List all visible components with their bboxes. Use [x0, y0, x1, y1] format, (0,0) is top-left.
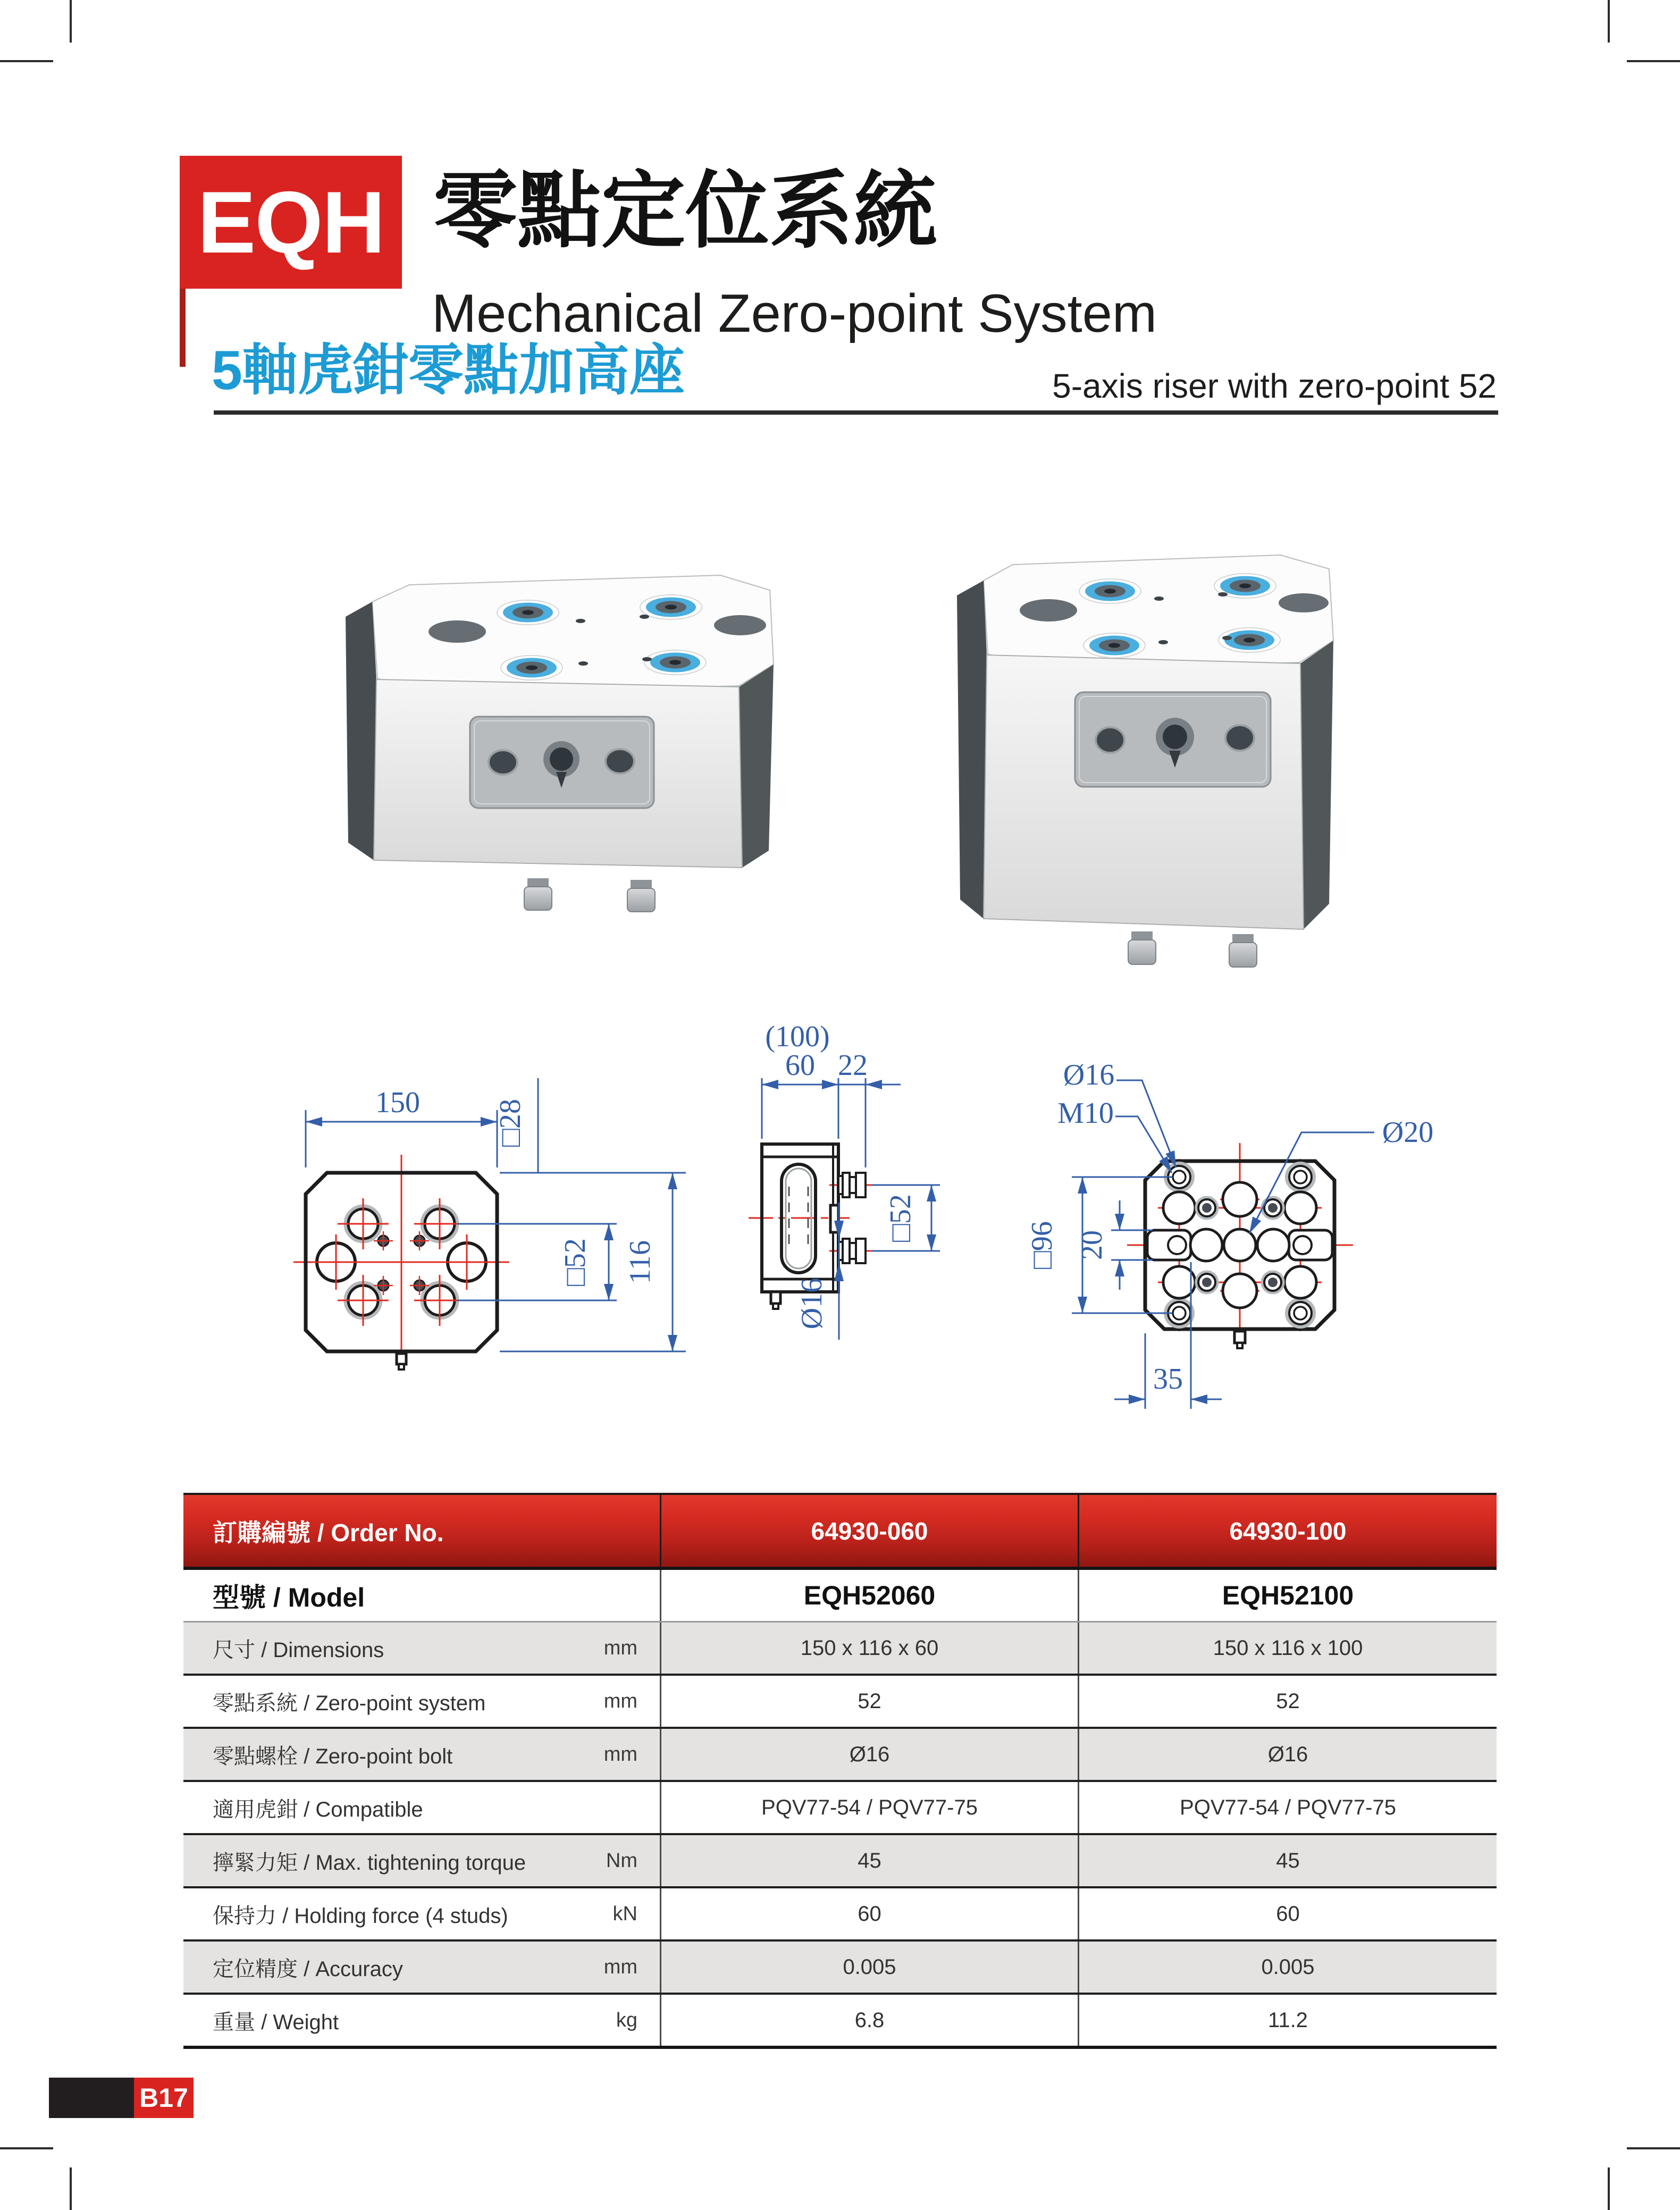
row-value-2: 150 x 116 x 100	[1078, 1623, 1497, 1674]
row-label: 重量 / Weight	[213, 2010, 339, 2034]
row-value-1: 45	[660, 1835, 1078, 1886]
row-unit: kg	[616, 2009, 637, 2031]
table-row-zero-point-system	[183, 1674, 1497, 1727]
table-row-model	[183, 1570, 1497, 1623]
pull-studs	[1128, 931, 1257, 967]
dim-stud-dia: Ø16	[795, 1278, 828, 1330]
pull-studs	[524, 878, 655, 912]
row-unit: mm	[603, 1955, 637, 1978]
series-label: EQH	[197, 173, 384, 271]
dim-chamfer: □28	[494, 1099, 527, 1147]
order-no-col1: 64930-060	[660, 1495, 1078, 1567]
table-row-holding-force	[183, 1886, 1497, 1939]
row-label: 零點螺栓 / Zero-point bolt	[213, 1744, 453, 1768]
front-clamp-plate	[1075, 692, 1271, 787]
row-label: 零點系統 / Zero-point system	[213, 1691, 486, 1715]
row-value-2: 11.2	[1078, 1995, 1497, 2046]
page-title-en: Mechanical Zero-point System	[432, 284, 1157, 343]
page-number-badge	[134, 2078, 194, 2118]
order-no-col2: 64930-100	[1078, 1495, 1497, 1567]
row-unit: Nm	[606, 1849, 637, 1872]
row-unit: mm	[603, 1636, 637, 1659]
dim-pitch: □96	[1026, 1221, 1059, 1269]
dim-offset: 35	[1153, 1363, 1183, 1396]
product-subtitle-en: 5-axis riser with zero-point 52	[1052, 367, 1497, 405]
table-row-accuracy	[183, 1939, 1497, 1993]
dim-body: 60	[785, 1049, 815, 1082]
drawing-bottom-view	[1026, 1058, 1433, 1409]
table-row-zero-point-bolt	[183, 1727, 1497, 1780]
dim-bolt-dia: Ø16	[1063, 1058, 1115, 1091]
row-value-2: PQV77-54 / PQV77-75	[1078, 1782, 1497, 1833]
product-photo-eqh52100	[957, 555, 1333, 967]
row-unit: mm	[603, 1690, 637, 1712]
order-no-header: 訂購編號 / Order No.	[213, 1518, 444, 1547]
row-unit: mm	[603, 1743, 637, 1766]
product-subtitle-zh: 5軸虎鉗零點加高座	[212, 340, 685, 401]
dim-pitch: □52	[884, 1194, 917, 1242]
row-label: 型號 / Model	[213, 1583, 365, 1612]
table-row-dimensions	[183, 1623, 1497, 1674]
dim-width: 150	[375, 1086, 420, 1119]
table-row-compatible	[183, 1780, 1497, 1833]
row-label: 保持力 / Holding force (4 studs)	[213, 1904, 508, 1928]
row-value-2: 45	[1078, 1835, 1497, 1886]
row-value-2: Ø16	[1078, 1729, 1497, 1780]
row-value-1: 60	[660, 1888, 1078, 1939]
dim-notch: 20	[1076, 1230, 1108, 1260]
row-value-1: 6.8	[660, 1995, 1078, 2046]
footer-bar	[49, 2078, 134, 2118]
spec-table	[183, 1493, 1497, 2049]
row-label: 適用虎鉗 / Compatible	[213, 1797, 423, 1821]
row-label: 尺寸 / Dimensions	[213, 1638, 384, 1662]
page-number: B17	[139, 2083, 188, 2113]
row-value-2: EQH52100	[1078, 1570, 1497, 1621]
row-value-2: 52	[1078, 1676, 1497, 1727]
dim-pitch: □52	[559, 1238, 592, 1286]
row-value-1: 52	[660, 1676, 1078, 1727]
row-value-1: 150 x 116 x 60	[660, 1623, 1078, 1674]
row-value-2: 0.005	[1078, 1942, 1497, 1993]
row-value-1: Ø16	[660, 1729, 1078, 1780]
front-clamp-plate	[470, 717, 654, 808]
row-unit: kN	[612, 1902, 637, 1925]
drawing-front-view	[293, 1078, 686, 1371]
drawing-side-view	[749, 1020, 940, 1340]
dim-overall: (100)	[765, 1020, 830, 1053]
row-value-2: 60	[1078, 1888, 1497, 1939]
row-label: 擰緊力矩 / Max. tightening torque	[213, 1851, 526, 1875]
dim-hole-dia: Ø20	[1382, 1116, 1434, 1149]
dim-height: 116	[624, 1240, 657, 1284]
dim-thread: M10	[1057, 1097, 1114, 1130]
product-photo-eqh52060	[346, 575, 774, 912]
table-row-weight	[183, 1993, 1497, 2046]
dim-stud: 22	[838, 1049, 868, 1082]
table-header-row	[183, 1495, 1497, 1570]
page-title-zh: 零點定位系統	[433, 164, 937, 258]
row-label: 定位精度 / Accuracy	[213, 1957, 403, 1981]
row-value-1: EQH52060	[660, 1570, 1078, 1621]
row-value-1: 0.005	[660, 1942, 1078, 1993]
row-value-1: PQV77-54 / PQV77-75	[660, 1782, 1078, 1833]
table-row-max-torque	[183, 1833, 1497, 1886]
